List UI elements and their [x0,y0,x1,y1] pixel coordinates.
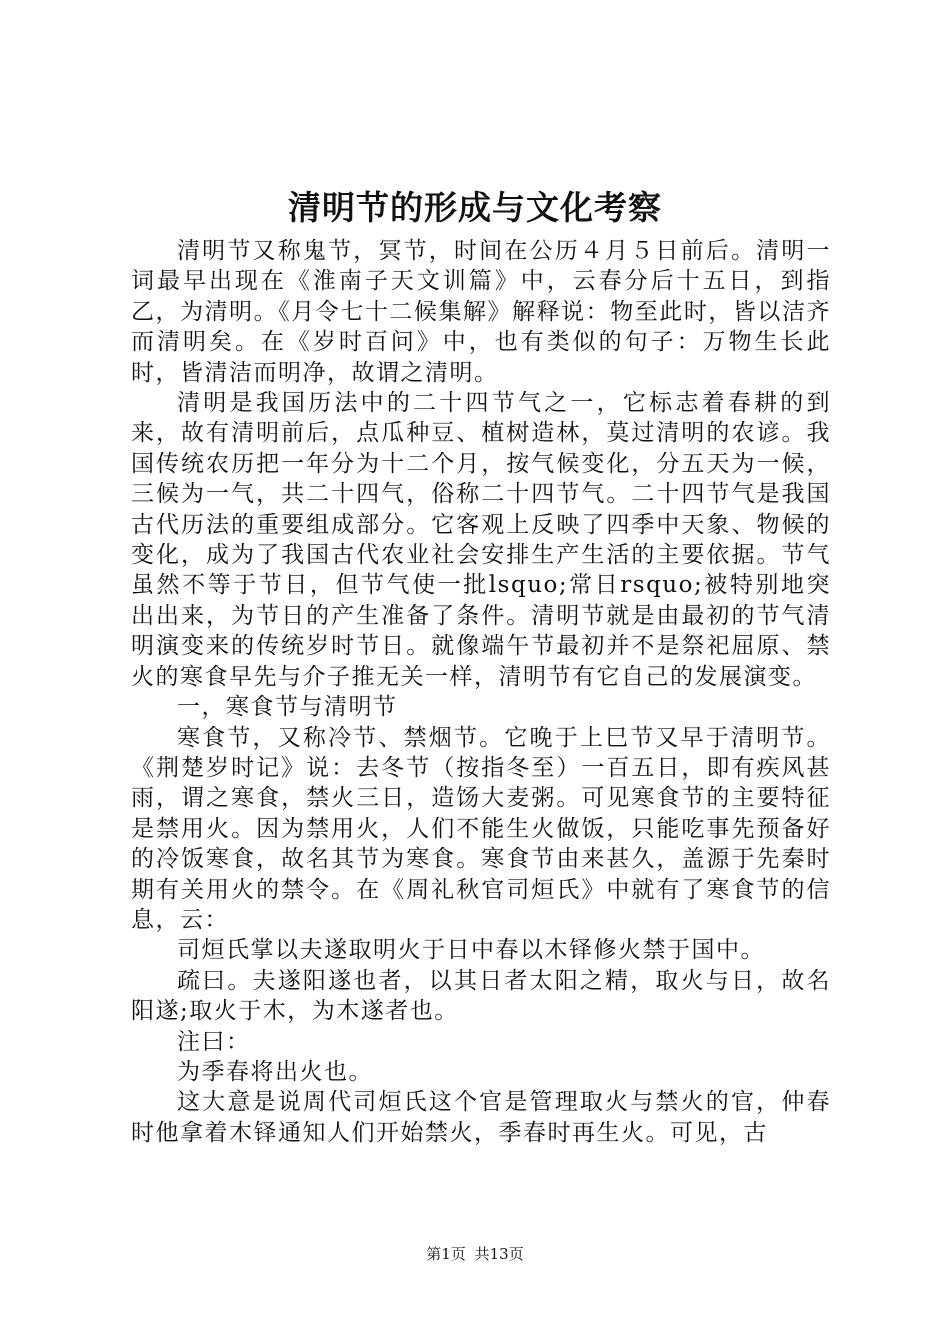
quotation: 司烜氏掌以夫遂取明火于日中春以木铎修火禁于国中。 [177,937,765,964]
document-title: 清明节的形成与文化考察 [288,188,662,227]
quotation: 为季春将出火也。 [177,1058,373,1085]
paragraph: 清明节又称鬼节，冥节，时间在公历４月５日前后。清明一词最早出现在《淮南子天文训篇》中，云春分后十五日，到指乙，为清明。《月令七十二候集解》解释说：物至此时，皆以洁齐而清明矣。在《岁时百问》中，也有类似的句子：万物生长此时，皆清洁而明净，故谓之清明。 [131,238,831,386]
paragraph: 寒食节，又称冷节、禁烟节。它晚于上巳节又早于清明节。《荆楚岁时记》说：去冬节（按指冬至）一百五日，即有疾风甚雨，谓之寒食，禁火三日，造饧大麦粥。可见寒食节的主要特征是禁用火。因为禁用火，人们不能生火做饭，只能吃事先预备好的冷饭寒食，故名其节为寒食。寒食节由来甚久，盖源于先秦时期有关用火的禁令。在《周礼秋官司烜氏》中就有了寒食节的信息，云： [131,724,831,933]
page-number: 第1页 [426,1245,466,1263]
quotation: 注曰： [177,1028,251,1055]
document-body [131,236,831,1148]
section-heading: 一，寒食节与清明节 [177,694,398,721]
page-footer [0,1244,950,1264]
paragraph: 清明是我国历法中的二十四节气之一，它标志着春耕的到来，故有清明前后，点瓜种豆、植树造林，莫过清明的农谚。我国传统农历把一年分为十二个月，按气候变化，分五天为一候，三候为一气，共二十四气，俗称二十四节气。二十四节气是我国古代历法的重要组成部分。它客观上反映了四季中天象、物候的变化，成为了我国古代农业社会安排生产生活的主要依据。节气虽然不等于节日，但节气使一批lsquo;常日rsquo;被特别地突出出来，为节日的产生准备了条件。清明节就是由最初的节气清明演变来的传统岁时节日。就像端午节最初并不是祭祀屈原、禁火的寒食早先与介子推无关一样，清明节有它自己的发展演变。 [131,390,831,690]
total-pages: 共13页 [474,1245,524,1263]
quotation: 疏曰。夫遂阳遂也者，以其日者太阳之精，取火与日，故名阳遂;取火于木，为木遂者也。 [131,967,831,1025]
paragraph: 这大意是说周代司烜氏这个官是管理取火与禁火的官，仲春时他拿着木铎通知人们开始禁火，季春时再生火。可见，古 [131,1089,831,1146]
